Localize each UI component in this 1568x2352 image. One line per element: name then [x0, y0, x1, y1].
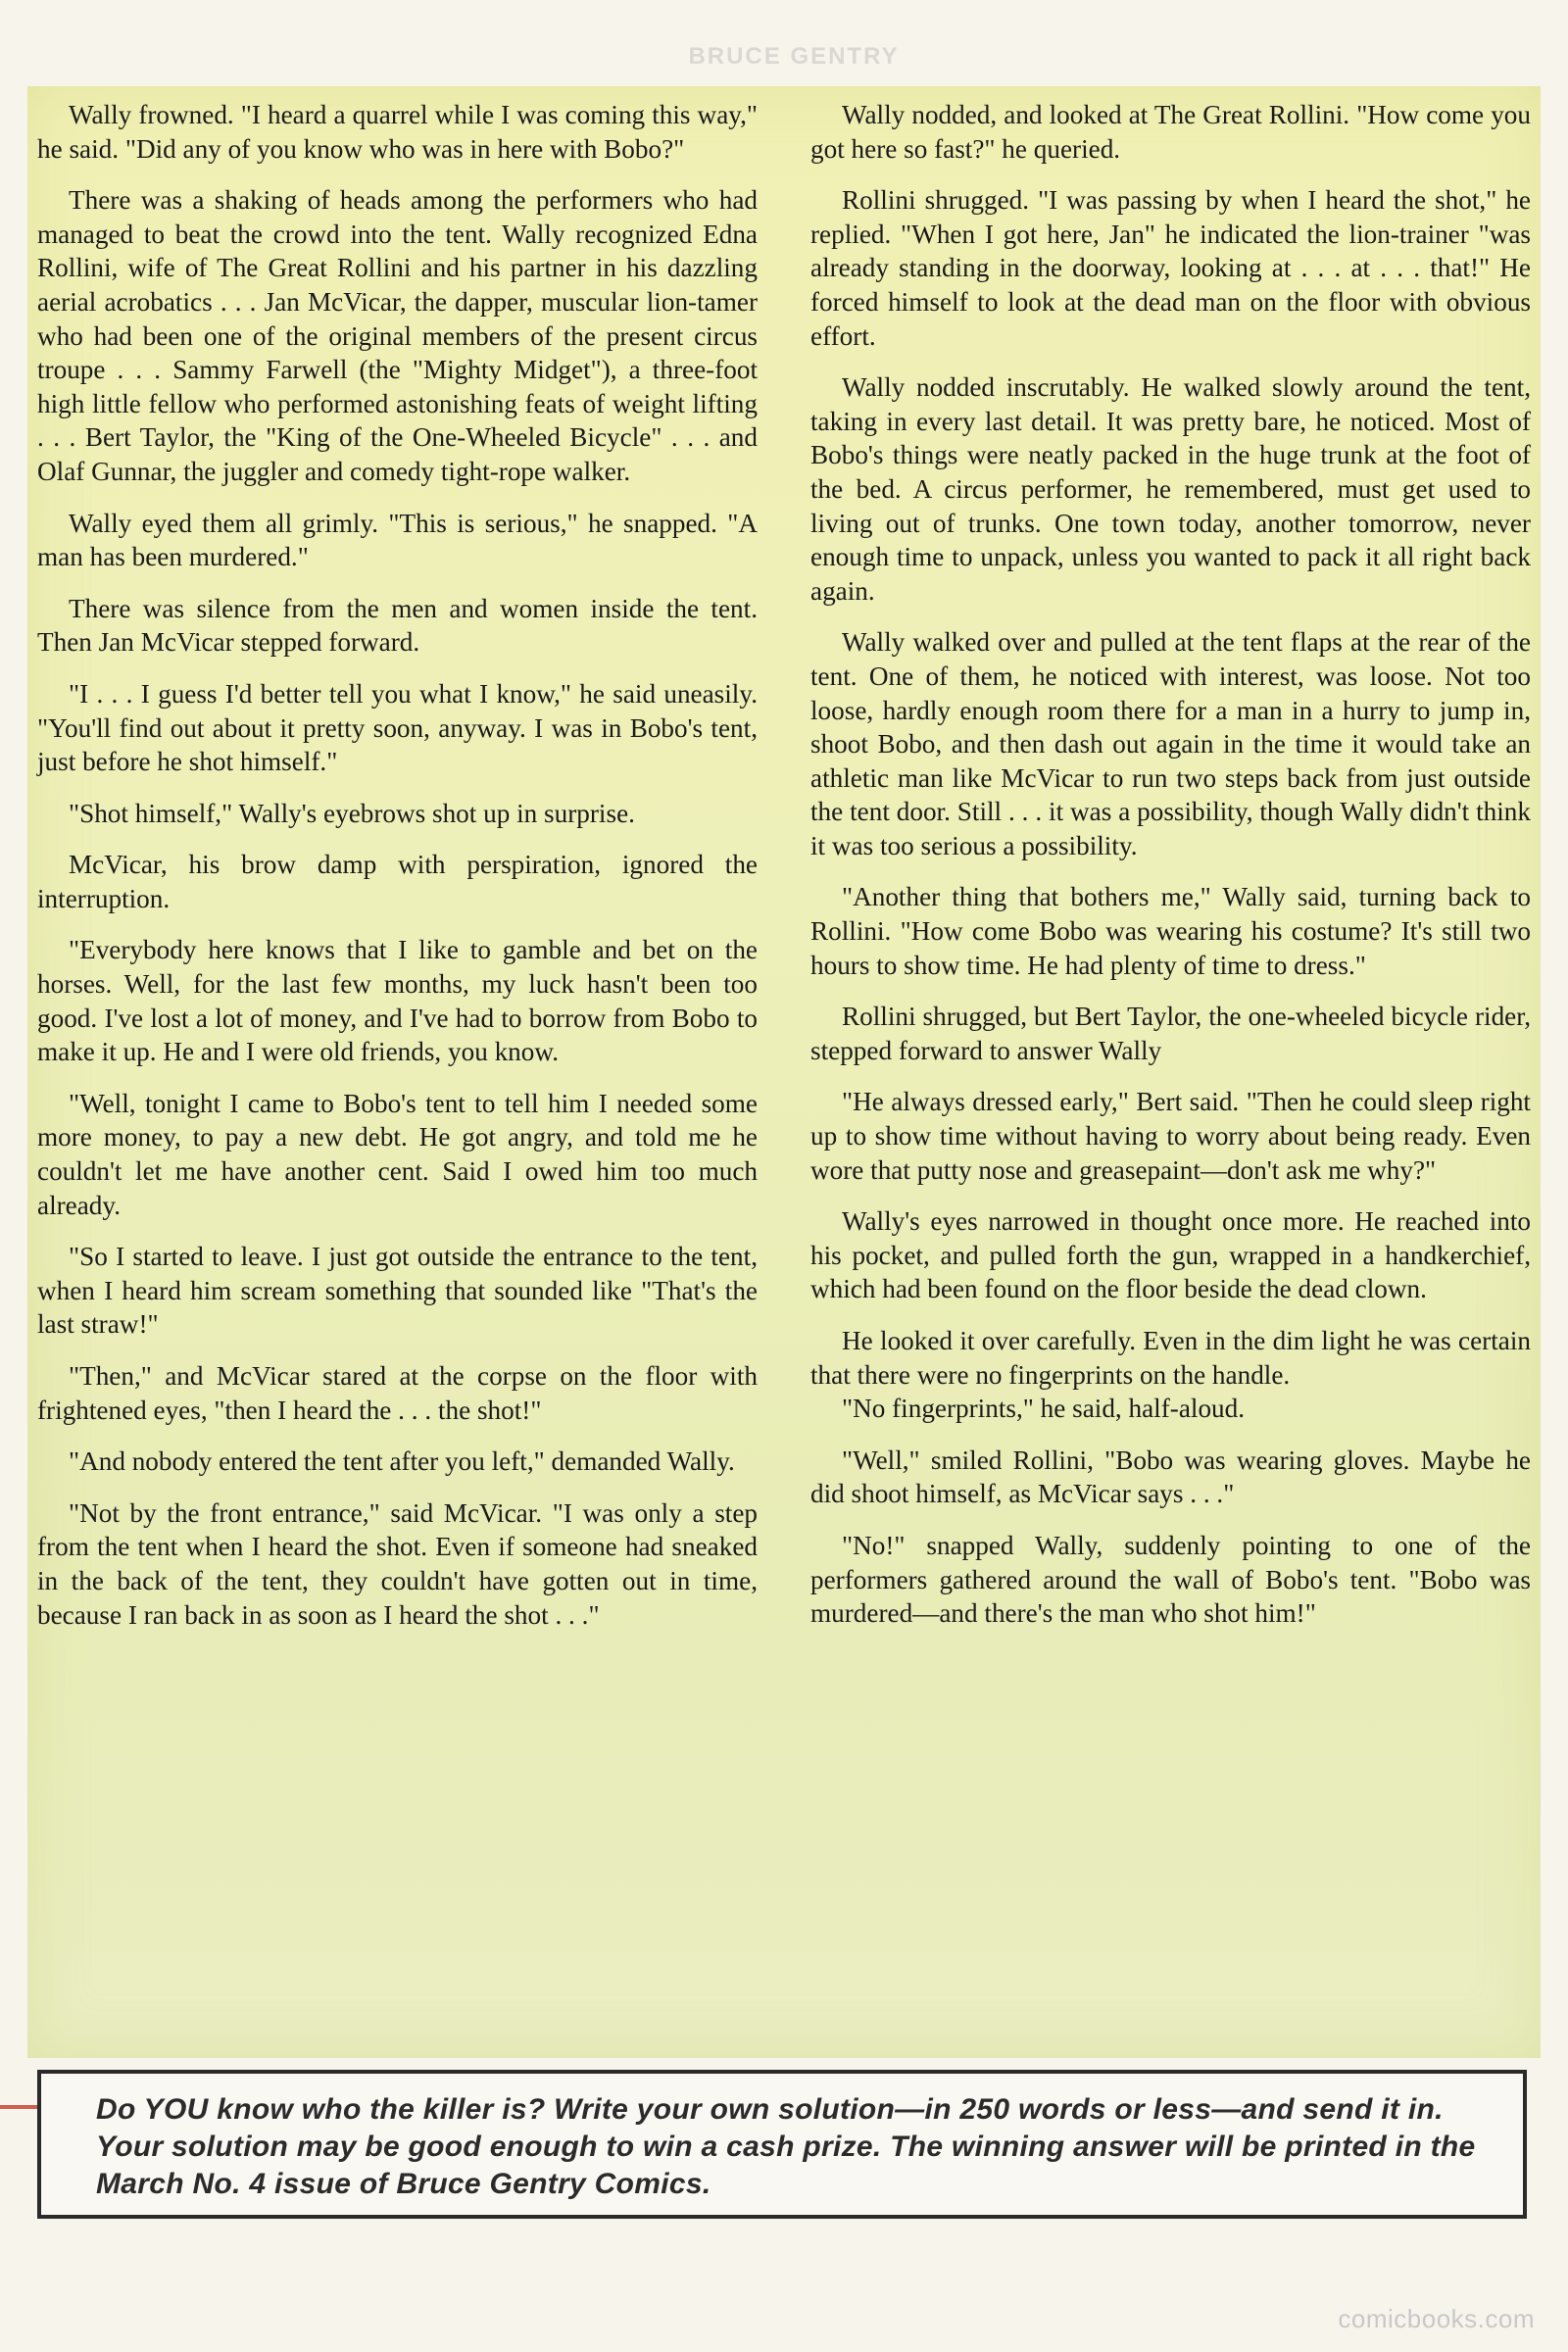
contest-text: Do YOU know who the killer is? Write your own solution—in 250 words or less—and send it in. Your solution may be good enough to win a cash prize. The winning answer will be printed in the March No. 4 issue of Bruce Gentry Comics.: [96, 2093, 1476, 2200]
paragraph: McVicar, his brow damp with perspiration, ignored the interruption.: [37, 850, 758, 913]
paragraph: "Not by the front entrance," said McVicar. "I was only a step from the tent when I heard the shot. Even if someone had sneaked in the back of the tent, they couldn't have gotten out in time, because I ran back in as soon as I heard the shot . . .": [37, 1497, 758, 1630]
right-text-column: [810, 98, 1531, 1648]
paragraph: Wally nodded, and looked at The Great Rollini. "How come you got here so fast?" he queried.: [810, 100, 1531, 164]
paragraph: "I . . . I guess I'd better tell you what I know," he said uneasily. "You'll find out about it pretty soon, anyway. I was in Bobo's tent, just before he shot himself.": [37, 678, 758, 777]
watermark: comicbooks.com: [1338, 2304, 1535, 2333]
paragraph: "No!" snapped Wally, suddenly pointing to one of the performers gathered around the wall of Bobo's tent. "Bobo was murdered—and there's the man who shot him!": [810, 1530, 1531, 1629]
paragraph: "Then," and McVicar stared at the corpse on the floor with frightened eyes, "then I heard the . . . the shot!": [37, 1361, 758, 1425]
contest-announcement-box: [37, 2070, 1527, 2219]
paragraph: "Everybody here knows that I like to gamble and bet on the horses. Well, for the last few months, my luck hasn't been too good. I've lost a lot of money, and I've had to borrow from Bobo to make it up. He and I were old friends, you know.: [37, 935, 758, 1067]
faded-page-header: BRUCE GENTRY: [688, 43, 900, 70]
paragraph: Rollini shrugged. "I was passing by when I heard the shot," he replied. "When I got here, Jan" he indicated the lion-trainer "was already standing in the doorway, looking at . . . at . . . that!" He forced himself to look at the dead man on the floor with obvious effort.: [810, 185, 1531, 351]
paragraph: There was a shaking of heads among the performers who had managed to beat the crowd into the tent. Wally recognized Edna Rollini, wife of The Great Rollini and his partner in his dazzling aerial acrobatics . . . Jan McVicar, the dapper, muscular lion-tamer who had been one of the original members of the present circus troupe . . . Sammy Farwell (the "Mighty Midget"), a three-foot high little fellow who performed astonishing feats of weight lifting . . . Bert Taylor, the "King of the One-Wheeled Bicycle" . . . and Olaf Gunnar, the juggler and comedy tight-rope walker.: [37, 185, 758, 486]
paragraph: "Another thing that bothers me," Wally said, turning back to Rollini. "How come Bobo was wearing his costume? It's still two hours to show time. He had plenty of time to dress.": [810, 882, 1531, 980]
paragraph: "Shot himself," Wally's eyebrows shot up in surprise.: [69, 798, 635, 828]
paragraph: Wally nodded inscrutably. He walked slowly around the tent, taking in every last detail. It was pretty bare, he noticed. Most of Bobo's things were neatly packed in the huge trunk at the foot of the bed. A circus performer, he remembered, must get used to living out of trunks. One town today, another tomorrow, never enough time to unpack, unless you wanted to pack it all right back again.: [810, 372, 1531, 606]
paragraph: There was silence from the men and women inside the tent. Then Jan McVicar stepped forward.: [37, 593, 758, 658]
paragraph: He looked it over carefully. Even in the dim light he was certain that there were no fingerprints on the handle.: [810, 1326, 1531, 1390]
paragraph: "No fingerprints," he said, half-aloud.: [842, 1394, 1246, 1424]
paragraph: Wally walked over and pulled at the tent flaps at the rear of the tent. One of them, he noticed with interest, was loose. Not too loose, hardly enough room there for a man in a hurry to jump in, shoot Bobo, and then dash out again in the time it would take an athletic man like McVicar to run two steps back from just outside the tent door. Still . . . it was a possibility, though Wally didn't think it was too serious a possibility.: [810, 627, 1531, 860]
paragraph: "And nobody entered the tent after you left," demanded Wally.: [69, 1446, 735, 1477]
paragraph: Wally eyed them all grimly. "This is serious," he snapped. "A man has been murdered.": [37, 508, 758, 572]
paragraph: "So I started to leave. I just got outside the entrance to the tent, when I heard him scream something that sounded like "That's the last straw!": [37, 1242, 758, 1340]
left-text-column: [37, 98, 758, 1649]
paragraph: Wally's eyes narrowed in thought once more. He reached into his pocket, and pulled forth the gun, wrapped in a handkerchief, which had been found on the floor beside the dead clown.: [810, 1206, 1531, 1304]
paragraph: "Well, tonight I came to Bobo's tent to tell him I needed some more money, to pay a new debt. He got angry, and told me he couldn't let me have another cent. Said I owed him too much already.: [37, 1088, 758, 1220]
paragraph: Wally frowned. "I heard a quarrel while I was coming this way," he said. "Did any of you know who was in here with Bobo?": [37, 100, 758, 164]
paragraph: "Well," smiled Rollini, "Bobo was wearing gloves. Maybe he did shoot himself, as McVicar says . . .": [810, 1445, 1531, 1509]
paragraph: Rollini shrugged, but Bert Taylor, the one-wheeled bicycle rider, stepped forward to answer Wally: [810, 1002, 1531, 1065]
paragraph: "He always dressed early," Bert said. "Then he could sleep right up to show time without having to worry about being ready. Even wore that putty nose and greasepaint—don't ask me why?": [810, 1087, 1531, 1185]
